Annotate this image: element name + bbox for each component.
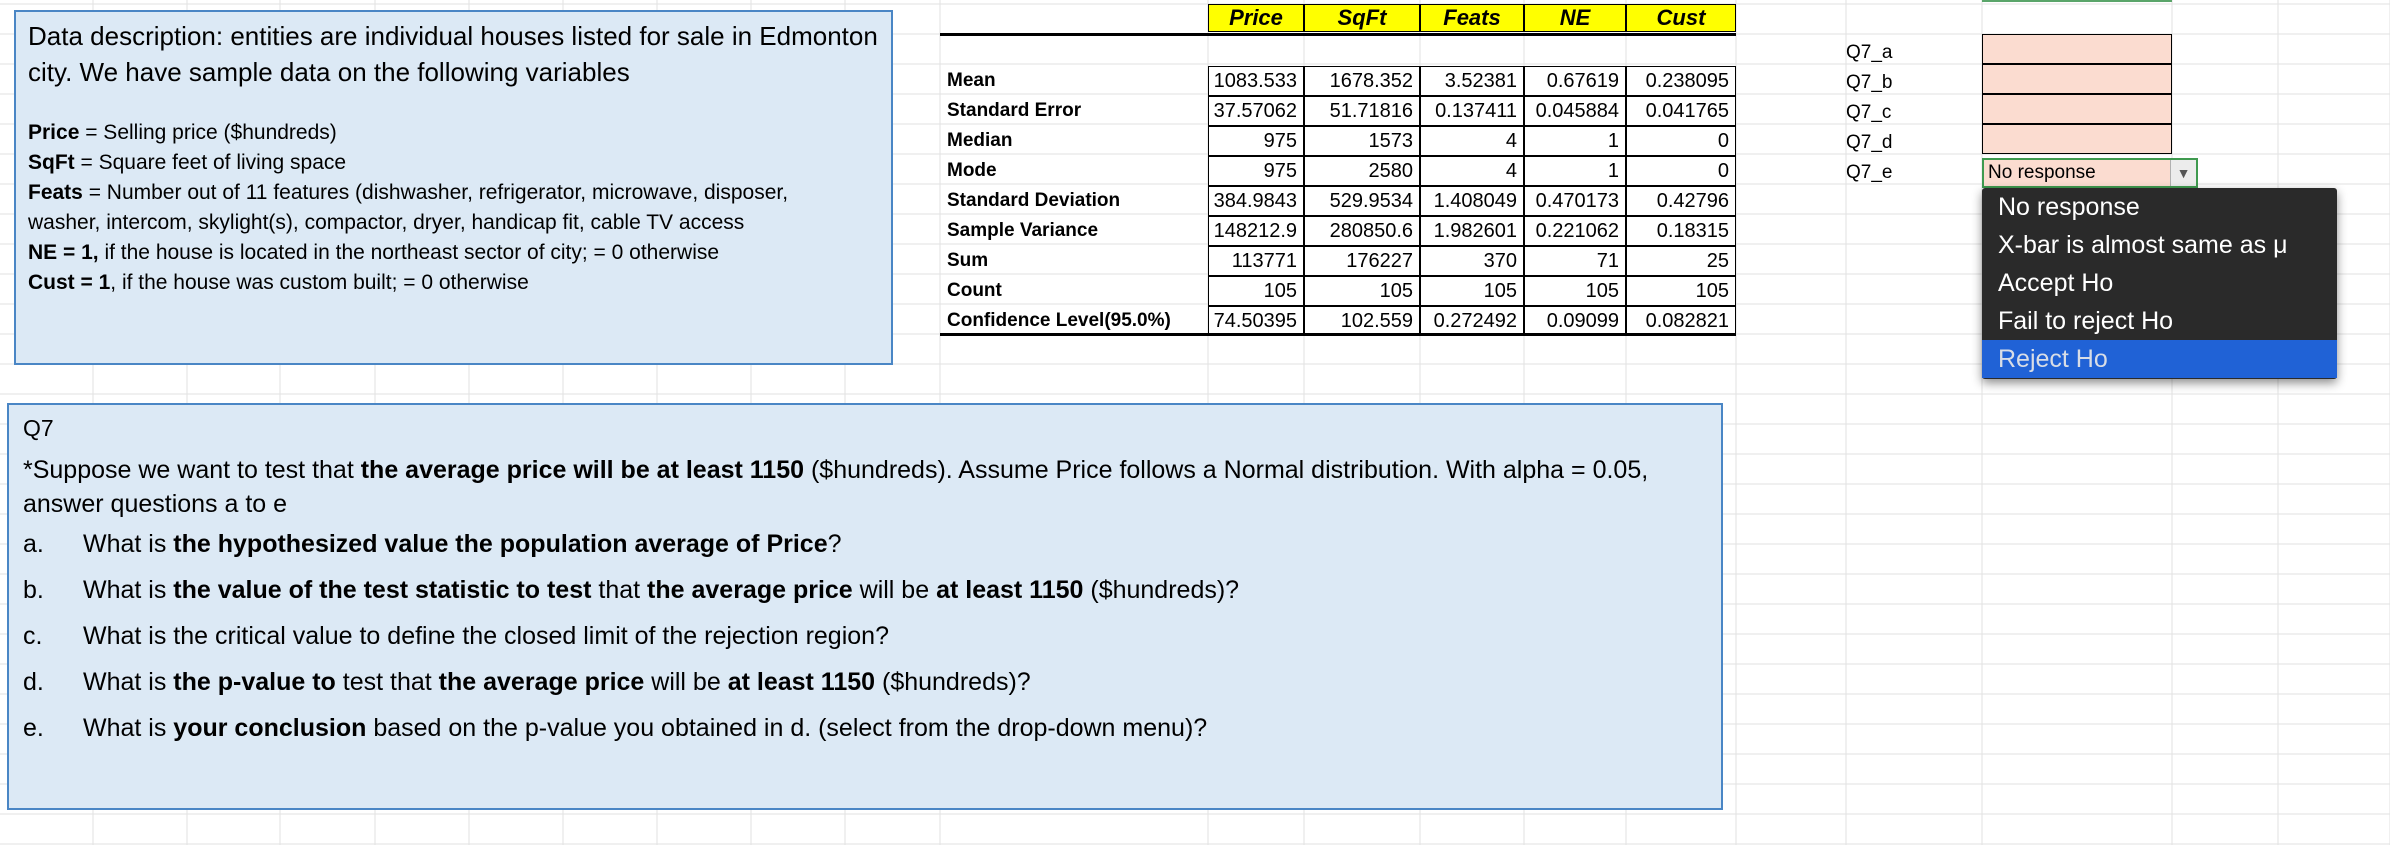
description-lead: Data description: entities are individual houses listed for sale in Edmonton city. We have sample data on the following variables xyxy=(28,21,878,87)
table-cell[interactable]: 1 xyxy=(1524,156,1626,186)
table-cell[interactable]: 148212.9 xyxy=(1208,216,1304,246)
variable-definition xyxy=(28,148,879,178)
table-cell[interactable]: 0.09099 xyxy=(1524,306,1626,336)
variable-definition xyxy=(28,178,879,208)
table-cell[interactable]: 529.9534 xyxy=(1304,186,1420,216)
table-cell[interactable]: 74.50395 xyxy=(1208,306,1304,336)
answer-label: Q7_e xyxy=(1846,162,1893,183)
variable-definition xyxy=(28,238,879,268)
table-cell[interactable]: 280850.6 xyxy=(1304,216,1420,246)
table-cell[interactable]: 1678.352 xyxy=(1304,66,1420,96)
table-cell[interactable]: 1 xyxy=(1524,126,1626,156)
column-header-price[interactable]: Price xyxy=(1208,4,1304,32)
question-item xyxy=(23,613,1707,659)
table-cell[interactable]: 105 xyxy=(1626,276,1736,306)
table-cell[interactable]: 105 xyxy=(1524,276,1626,306)
dropdown-option[interactable]: Accept Ho xyxy=(1998,269,2114,297)
variable-text: = Square feet of living space xyxy=(74,151,347,174)
variable-definition xyxy=(28,208,879,238)
q7e-selected-value: No response xyxy=(1988,162,2096,183)
table-cell[interactable]: 4 xyxy=(1420,156,1524,186)
variable-definition xyxy=(28,268,879,298)
table-cell[interactable]: 2580 xyxy=(1304,156,1420,186)
row-label[interactable]: Standard Error xyxy=(947,100,1082,121)
table-cell[interactable]: 37.57062 xyxy=(1208,96,1304,126)
row-label[interactable]: Median xyxy=(947,130,1013,151)
question-letter: e. xyxy=(23,714,44,742)
table-cell[interactable]: 105 xyxy=(1208,276,1304,306)
variable-name: Price xyxy=(28,121,80,144)
answer-input-cell[interactable] xyxy=(1982,124,2172,154)
column-header-ne[interactable]: NE xyxy=(1524,4,1626,32)
table-cell[interactable]: 0.470173 xyxy=(1524,186,1626,216)
question-text: What is the p-value to test that the average price will be at least 1150 ($hundreds)? xyxy=(83,668,1031,696)
table-cell[interactable]: 102.559 xyxy=(1304,306,1420,336)
question-letter: c. xyxy=(23,622,43,650)
table-cell[interactable]: 51.71816 xyxy=(1304,96,1420,126)
question-letter: d. xyxy=(23,668,44,696)
table-cell[interactable]: 0.045884 xyxy=(1524,96,1626,126)
table-cell[interactable]: 0 xyxy=(1626,126,1736,156)
answer-label: Q7_b xyxy=(1846,72,1893,93)
variable-text: if the house is located in the northeast sector of city; = 0 otherwise xyxy=(98,241,720,264)
table-cell[interactable]: 0.67619 xyxy=(1524,66,1626,96)
question-title: Q7 xyxy=(23,415,54,441)
table-cell[interactable]: 0.238095 xyxy=(1626,66,1736,96)
row-label[interactable]: Mode xyxy=(947,160,997,181)
table-cell[interactable]: 25 xyxy=(1626,246,1736,276)
table-cell[interactable]: 384.9843 xyxy=(1208,186,1304,216)
table-cell[interactable]: 0.082821 xyxy=(1626,306,1736,336)
variable-text: = Selling price ($hundreds) xyxy=(79,121,337,144)
table-cell[interactable]: 975 xyxy=(1208,126,1304,156)
row-label[interactable]: Count xyxy=(947,280,1002,301)
variable-name: SqFt xyxy=(28,151,75,174)
table-cell[interactable]: 0.272492 xyxy=(1420,306,1524,336)
question-letter: b. xyxy=(23,576,44,604)
table-cell[interactable]: 113771 xyxy=(1208,246,1304,276)
table-top-rule xyxy=(940,33,1736,36)
question-letter: a. xyxy=(23,530,44,558)
variable-definitions xyxy=(28,118,879,298)
variable-name: Cust = 1 xyxy=(28,271,111,294)
row-label[interactable]: Standard Deviation xyxy=(947,190,1121,211)
dropdown-arrow-icon[interactable]: ▼ xyxy=(2170,160,2196,186)
question-box xyxy=(7,403,1723,810)
row-label[interactable]: Sample Variance xyxy=(947,220,1099,241)
data-description-box xyxy=(14,10,893,365)
answer-label: Q7_a xyxy=(1846,42,1893,63)
dropdown-option[interactable]: Fail to reject Ho xyxy=(1998,307,2174,335)
table-cell[interactable]: 176227 xyxy=(1304,246,1420,276)
variable-name: Feats xyxy=(28,181,83,204)
dropdown-option[interactable]: No response xyxy=(1998,193,2140,221)
question-item xyxy=(23,521,1707,567)
row-label[interactable]: Confidence Level(95.0%) xyxy=(947,310,1171,331)
question-text: What is your conclusion based on the p-value you obtained in d. (select from the drop-down menu)? xyxy=(83,714,1208,742)
question-item xyxy=(23,705,1707,751)
question-text: What is the hypothesized value the population average of Price? xyxy=(83,530,842,558)
table-cell[interactable]: 4 xyxy=(1420,126,1524,156)
question-text: What is the critical value to define the closed limit of the rejection region? xyxy=(83,622,889,650)
table-cell[interactable]: 0.18315 xyxy=(1626,216,1736,246)
variable-text: washer, intercom, skylight(s), compactor, dryer, handicap fit, cable TV access xyxy=(28,211,745,234)
table-cell[interactable]: 1573 xyxy=(1304,126,1420,156)
question-item xyxy=(23,659,1707,705)
variable-definition xyxy=(28,118,879,148)
table-cell[interactable]: 0 xyxy=(1626,156,1736,186)
answer-label: Q7_c xyxy=(1846,102,1892,123)
q7e-select-cell[interactable] xyxy=(1982,158,2198,188)
table-cell[interactable]: 370 xyxy=(1420,246,1524,276)
table-cell[interactable]: 1.982601 xyxy=(1420,216,1524,246)
table-cell[interactable]: 1083.533 xyxy=(1208,66,1304,96)
selection-edge xyxy=(1982,0,2172,2)
row-label[interactable]: Mean xyxy=(947,70,996,91)
table-cell[interactable]: 0.221062 xyxy=(1524,216,1626,246)
answer-input-cell[interactable] xyxy=(1982,94,2172,124)
table-cell[interactable]: 105 xyxy=(1420,276,1524,306)
table-cell[interactable]: 0.42796 xyxy=(1626,186,1736,216)
answer-input-cell[interactable] xyxy=(1982,34,2172,64)
table-bottom-rule xyxy=(940,333,1736,336)
variable-text: , if the house was custom built; = 0 otherwise xyxy=(110,271,529,294)
dropdown-option[interactable]: Reject Ho xyxy=(1982,340,2337,378)
dropdown-option[interactable]: X-bar is almost same as μ xyxy=(1998,231,2288,259)
column-header-sqft[interactable]: SqFt xyxy=(1304,4,1420,32)
row-label[interactable]: Sum xyxy=(947,250,989,271)
table-cell[interactable]: 0.137411 xyxy=(1420,96,1524,126)
table-cell[interactable]: 105 xyxy=(1304,276,1420,306)
question-items xyxy=(23,521,1707,751)
question-item xyxy=(23,567,1707,613)
column-header-feats[interactable]: Feats xyxy=(1420,4,1524,32)
variable-text: = Number out of 11 features (dishwasher, refrigerator, microwave, disposer, xyxy=(82,181,789,204)
table-cell[interactable]: 1.408049 xyxy=(1420,186,1524,216)
answer-input-cell[interactable] xyxy=(1982,64,2172,94)
column-header-cust[interactable]: Cust xyxy=(1626,4,1736,32)
dropdown-menu xyxy=(1982,188,2337,379)
variable-name: NE = 1, xyxy=(28,241,99,264)
answer-label: Q7_d xyxy=(1846,132,1893,153)
question-intro: *Suppose we want to test that the average price will be at least 1150 ($hundreds). Assume Price follows a Normal distribution. With alpha = 0.05, answer questions a to e xyxy=(23,456,1649,518)
table-cell[interactable]: 975 xyxy=(1208,156,1304,186)
table-cell[interactable]: 71 xyxy=(1524,246,1626,276)
table-cell[interactable]: 0.041765 xyxy=(1626,96,1736,126)
question-text: What is the value of the test statistic to test that the average price will be at least 1150 ($hundreds)? xyxy=(83,576,1240,604)
table-cell[interactable]: 3.52381 xyxy=(1420,66,1524,96)
